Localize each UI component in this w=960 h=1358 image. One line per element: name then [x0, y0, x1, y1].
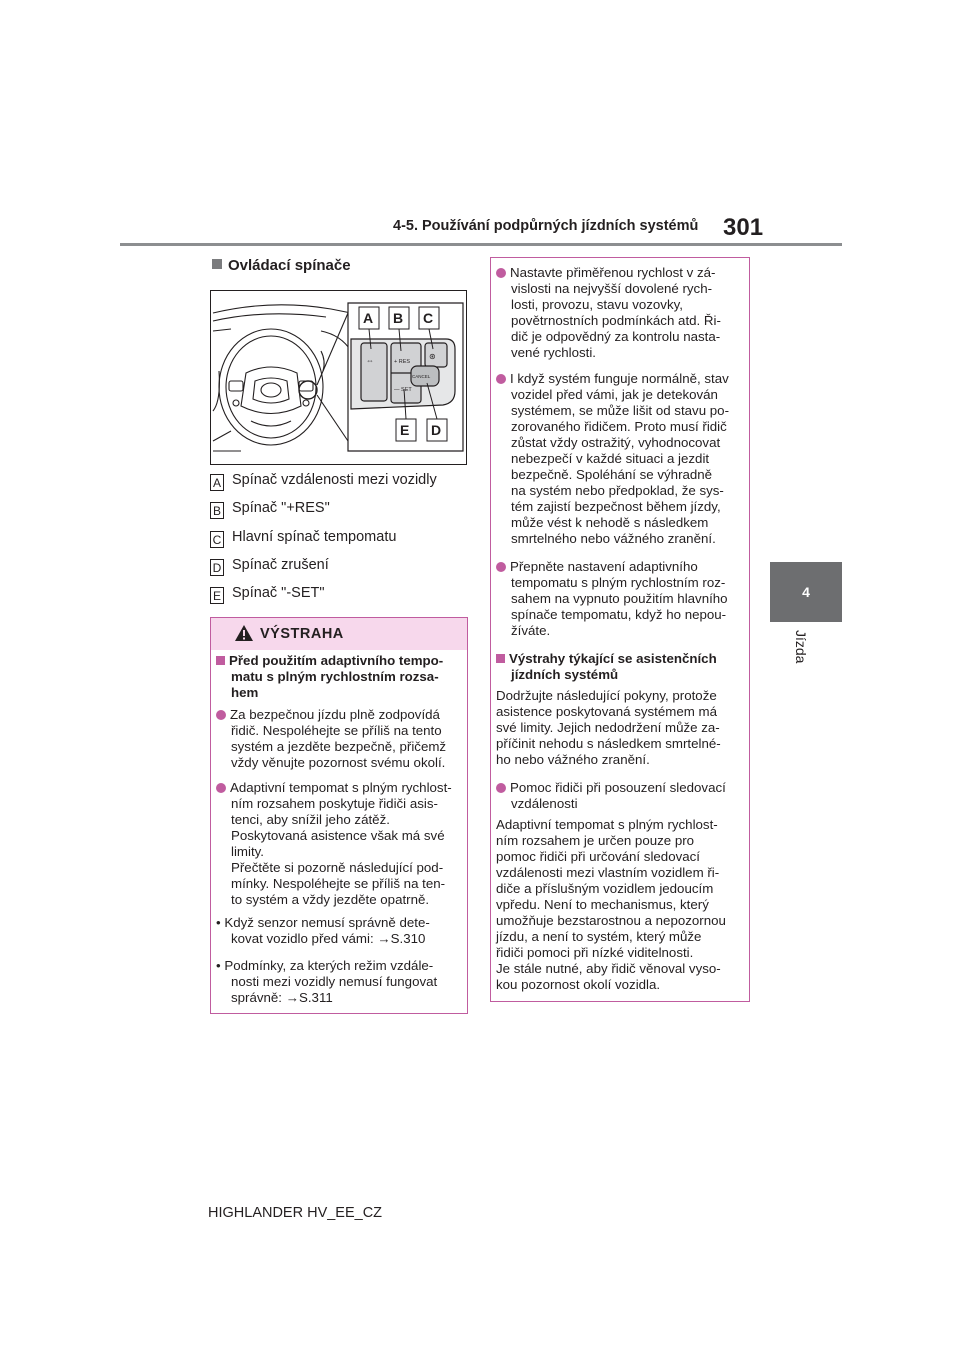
warning-subheading — [216, 653, 479, 701]
line: diče a příslušným vozidlem jedoucím — [496, 881, 714, 896]
callout-d: D — [431, 422, 442, 438]
page-number: 301 — [723, 214, 764, 241]
line: vzdálenosti mezi vlastním vozidlem ři- — [496, 865, 720, 880]
line: Za bezpečnou jízdu plně zodpovídá — [230, 707, 440, 722]
legend-item — [210, 529, 396, 548]
line: pomoc řidiči při určování sledovací — [496, 849, 700, 864]
legend-text: Hlavní spínač tempomatu — [232, 529, 397, 545]
line: tenci, aby snížil jeho zátěž. — [231, 812, 390, 827]
legend-item — [210, 585, 325, 604]
line: kovat vozidlo před vámi: →S.310 — [231, 931, 426, 946]
line: Před použitím adaptivního tempo- — [229, 653, 444, 668]
svg-text:⊛: ⊛ — [429, 352, 436, 361]
line: Je stále nutné, aby řidič věnoval vyso- — [496, 961, 721, 976]
line: žíváte. — [511, 623, 551, 638]
line: na systém nebo předpoklad, že sys- — [511, 483, 724, 498]
svg-text:⇔: ⇔ — [366, 356, 374, 365]
caution-box — [490, 257, 750, 1002]
line: vozidel před vámi, jak je detekován — [511, 387, 718, 402]
line: jízdních systémů — [511, 667, 619, 682]
square-bullet-icon — [496, 654, 505, 663]
caution-bullet — [496, 559, 761, 639]
caution-subheading — [496, 651, 761, 683]
header-rule — [120, 243, 842, 246]
line: vislosti na nejvyšší dovolené rych- — [511, 281, 713, 296]
line: ním rozsahem poskytuje řidiči asis- — [231, 796, 438, 811]
circle-bullet-icon — [496, 268, 506, 278]
callout-e: E — [400, 422, 410, 438]
chapter-tab-label — [791, 630, 815, 690]
footer-model: HIGHLANDER HV_EE_CZ — [208, 1205, 383, 1221]
line: Přepněte nastavení adaptivního — [510, 559, 698, 574]
line: jízdu, a není to systém, který může — [496, 929, 702, 944]
line: Výstrahy týkající se asistenčních — [509, 651, 717, 666]
chapter-tab: 4 — [770, 562, 842, 622]
line: zorovaného řidičem. Proto musí řidič — [511, 419, 727, 434]
legend-text: Spínač "-SET" — [232, 585, 325, 601]
circle-bullet-icon — [496, 562, 506, 572]
legend-item — [210, 472, 437, 491]
line: řidič. Nespoléhejte se příliš na tento — [231, 723, 442, 738]
line: správně: →S.311 — [231, 990, 333, 1005]
steering-wheel-illustration — [211, 291, 465, 463]
caution-bullet — [496, 371, 761, 547]
warning-bullet — [216, 707, 479, 771]
res-label: + RES — [394, 359, 411, 365]
legend-item — [210, 557, 329, 576]
line: vené rychlosti. — [511, 345, 596, 360]
line: nosti mezi vozidly nemusí fungovat — [231, 974, 438, 989]
line: hem — [231, 685, 259, 700]
legend-text: Spínač zrušení — [232, 557, 329, 573]
caution-bullet — [496, 780, 761, 812]
line: matu s plným rychlostním rozsa- — [231, 669, 439, 684]
chapter-title: 4-5. Používání podpůrných jízdních systémů — [393, 218, 699, 234]
line: Dodržujte následující pokyny, protože — [496, 688, 717, 703]
warning-triangle-icon — [234, 624, 254, 642]
line: systém a jezděte bezpečně, přičemž — [231, 739, 447, 754]
line: losti, provozu, stavu vozovky, — [511, 297, 683, 312]
callout-c: C — [423, 310, 434, 326]
caution-paragraph — [496, 688, 746, 768]
line: ho nebo vážného zranění. — [496, 752, 650, 767]
legend-key: D — [210, 559, 224, 576]
line: příčinit nehodu s následkem smrtelné- — [496, 736, 721, 751]
line: systémem, se může lišit od stavu po- — [511, 403, 729, 418]
callout-b: B — [393, 310, 404, 326]
line: umožňuje bezstarostnou a nepozornou — [496, 913, 726, 928]
legend-key: B — [210, 502, 224, 519]
line: Pomoc řidiči při posouzení sledovací — [510, 780, 726, 795]
line: vždy věnujte pozornost svému okolí. — [231, 755, 446, 770]
line: limity. — [231, 844, 264, 859]
line: zůstat vždy ostražitý, vyhodnocovat — [511, 435, 721, 450]
line: může vést k nehodě s následkem — [511, 515, 709, 530]
circle-bullet-icon — [216, 710, 226, 720]
legend-key: E — [210, 587, 224, 604]
warning-subitem — [216, 958, 479, 1006]
line: vzdálenosti — [511, 796, 578, 811]
line: dič je odpovědný za kontrolu nasta- — [511, 329, 721, 344]
legend-text: Spínač "+RES" — [232, 500, 330, 516]
line: tempomatu s plným rychlostním roz- — [511, 575, 726, 590]
line: Přečtěte si pozorně následující pod- — [231, 860, 444, 875]
line: sahem na vypnuto použitím hlavního — [511, 591, 728, 606]
line: smrtelného nebo vážného zranění. — [511, 531, 716, 546]
line: řidiči pomoci při nízké viditelnosti. — [496, 945, 694, 960]
section-heading-text: Ovládací spínače — [228, 257, 351, 274]
legend-key: C — [210, 531, 224, 548]
warning-header — [211, 618, 467, 650]
circle-bullet-icon — [496, 374, 506, 384]
line: Adaptivní tempomat s plným rychlost- — [230, 780, 452, 795]
set-label: — SET — [394, 387, 412, 393]
line: bezpečně. Spoléhání se výhradně — [511, 467, 713, 482]
circle-bullet-icon — [216, 783, 226, 793]
line: nebezpečí v každé situaci a jezdit — [511, 451, 710, 466]
line: Nastavte přiměřenou rychlost v zá- — [510, 265, 716, 280]
legend-key: A — [210, 474, 224, 491]
warning-box — [210, 617, 468, 1014]
line: ním rozsahem je určen pouze pro — [496, 833, 695, 848]
warning-title: VÝSTRAHA — [260, 626, 344, 642]
square-bullet-icon — [216, 656, 225, 665]
line: mínky. Nespoléhejte se příliš na ten- — [231, 876, 446, 891]
line: • Když senzor nemusí správně dete- — [216, 915, 430, 930]
cancel-label: CANCEL — [412, 374, 431, 379]
line: kou pozornost okolí vozidla. — [496, 977, 661, 992]
steering-switch-figure — [210, 290, 467, 465]
line: to systém a vždy jezděte opatrně. — [231, 892, 430, 907]
legend-item — [210, 500, 330, 519]
line: své limity. Jejich nedodržení může za- — [496, 720, 720, 735]
line: I když systém funguje normálně, stav — [510, 371, 729, 386]
line: vpředu. Není to mechanismus, který — [496, 897, 709, 912]
caution-bullet — [496, 265, 761, 361]
line: Poskytovaná asistence však má své — [231, 828, 445, 843]
line: spínače tempomatu, když ho nepou- — [511, 607, 727, 622]
line: Adaptivní tempomat s plným rychlost- — [496, 817, 718, 832]
section-heading — [212, 257, 351, 274]
warning-bullet — [216, 780, 479, 908]
chapter-tab-label-text: Jízda — [793, 630, 809, 664]
warning-subitem — [216, 915, 479, 947]
line: asistence poskytovaná systémem má — [496, 704, 717, 719]
line: • Podmínky, za kterých režim vzdále- — [216, 958, 434, 973]
square-bullet-icon — [212, 259, 222, 269]
line: povětrnostních podmínkách atd. Ři- — [511, 313, 721, 328]
circle-bullet-icon — [496, 783, 506, 793]
line: tém zajistí bezpečnost během jízdy, — [511, 499, 721, 514]
legend-text: Spínač vzdálenosti mezi vozidly — [232, 472, 437, 488]
caution-paragraph — [496, 817, 746, 993]
callout-a: A — [363, 310, 374, 326]
